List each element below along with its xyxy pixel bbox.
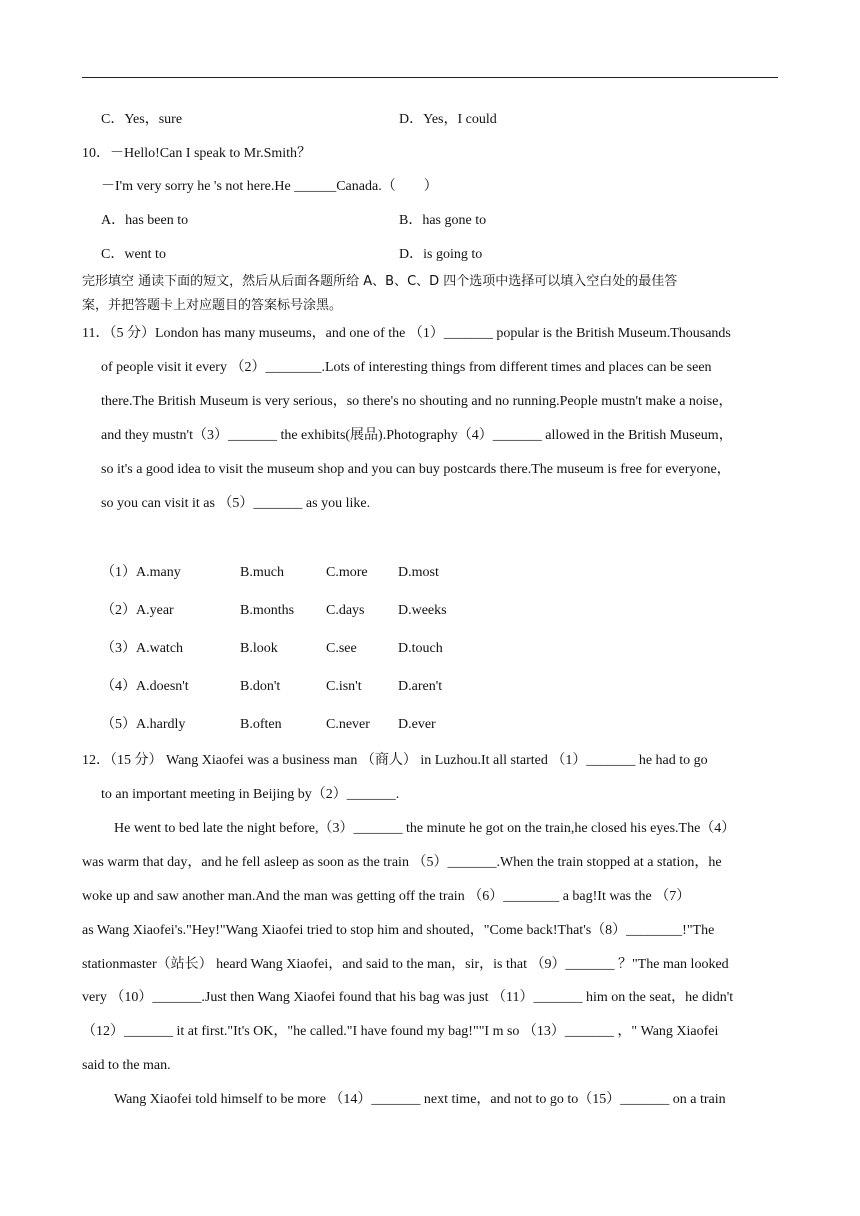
q10-stem-line2: －I'm very sorry he 's not here.He ______Canada.（ ）	[101, 179, 438, 194]
q10-option-a: A．has been to	[101, 213, 189, 228]
q11-opt-5-c: C.never	[326, 717, 370, 732]
q12-line: 12．（15 分） Wang Xiaofei was a business man （商人） in Luzhou.It all started （1）_______ he had to go	[82, 753, 708, 768]
q12-line: said to the man.	[82, 1058, 171, 1073]
section-instruction-line2: 案，并把答题卡上对应题目的答案标号涂黑。	[82, 298, 343, 313]
q11-opt-2-d: D.weeks	[398, 603, 447, 618]
q11-opt-1-d: D.most	[398, 565, 439, 580]
q10-stem-line1: 10．－Hello!Can I speak to Mr.Smith？	[82, 146, 312, 161]
q10-option-b: B．has gone to	[399, 213, 487, 228]
q11-opt-5-b: B.often	[240, 717, 282, 732]
q12-line: He went to bed late the night before,（3）_______ the minute he got on the train,he closed his eyes.The（4）	[114, 821, 736, 836]
q11-line: there.The British Museum is very serious，so there's no shouting and no running.People mustn't make a noise，	[101, 394, 733, 409]
q9-option-c: C．Yes，sure	[101, 112, 183, 127]
q11-opt-2-a: （2）A.year	[101, 603, 174, 618]
q11-opt-4-a: （4）A.doesn't	[101, 679, 189, 694]
q11-opt-2-b: B.months	[240, 603, 295, 618]
q11-opt-4-c: C.isn't	[326, 679, 362, 694]
q11-opt-3-d: D.touch	[398, 641, 443, 656]
q10-option-c: C．went to	[101, 247, 166, 262]
section-instruction-line1: 完形填空 通读下面的短文，然后从后面各题所给 A、B、C、D 四个选项中选择可以填入空白处的最佳答	[82, 274, 678, 289]
q11-line: of people visit it every （2）________.Lots of interesting things from different times and places can be seen	[101, 360, 712, 375]
q11-opt-1-b: B.much	[240, 565, 284, 580]
q10-option-d: D．is going to	[399, 247, 483, 262]
header-rule	[82, 77, 778, 78]
q11-line: so it's a good idea to visit the museum shop and you can buy postcards there.The museum is free for everyone，	[101, 462, 731, 477]
q12-line: as Wang Xiaofei's."Hey!"Wang Xiaofei tried to stop him and shouted，"Come back!That's（8）________!"The	[82, 923, 715, 938]
q11-opt-3-b: B.look	[240, 641, 278, 656]
q11-line: so you can visit it as （5）_______ as you like.	[101, 496, 371, 511]
q11-line: and they mustn't（3）_______ the exhibits(展品).Photography（4）_______ allowed in the British Museum，	[101, 428, 733, 443]
q11-opt-4-b: B.don't	[240, 679, 281, 694]
q12-line: was warm that day，and he fell asleep as soon as the train （5）_______.When the train stopped at a station，he	[82, 855, 722, 870]
q11-opt-1-c: C.more	[326, 565, 368, 580]
q11-opt-5-d: D.ever	[398, 717, 436, 732]
q11-opt-5-a: （5）A.hardly	[101, 717, 186, 732]
q12-line: （12）_______ it at first."It's OK，"he called."I have found my bag!""I m so （13）_______ ，" Wang Xiaofei	[82, 1024, 719, 1039]
q12-line: to an important meeting in Beijing by（2）_______.	[101, 787, 400, 802]
q11-opt-4-d: D.aren't	[398, 679, 443, 694]
q9-option-d: D．Yes，I could	[399, 112, 497, 127]
q11-opt-3-c: C.see	[326, 641, 357, 656]
q12-line: stationmaster（站长） heard Wang Xiaofei，and said to the man，sir，is that （9）_______ ？"The man looked	[82, 957, 729, 972]
q11-opt-2-c: C.days	[326, 603, 365, 618]
q12-line: woke up and saw another man.And the man was getting off the train （6）________ a bag!It was the （7）	[82, 889, 691, 904]
q11-opt-3-a: （3）A.watch	[101, 641, 184, 656]
q11-opt-1-a: （1）A.many	[101, 565, 181, 580]
q11-line: 11．（5 分）London has many museums，and one of the （1）_______ popular is the British Museum.Thousands	[82, 326, 731, 341]
q12-line: very （10）_______.Just then Wang Xiaofei found that his bag was just （11）_______ him on the seat，he didn't	[82, 990, 734, 1005]
q12-line: Wang Xiaofei told himself to be more （14）_______ next time，and not to go to（15）_______ on a train	[114, 1092, 726, 1107]
